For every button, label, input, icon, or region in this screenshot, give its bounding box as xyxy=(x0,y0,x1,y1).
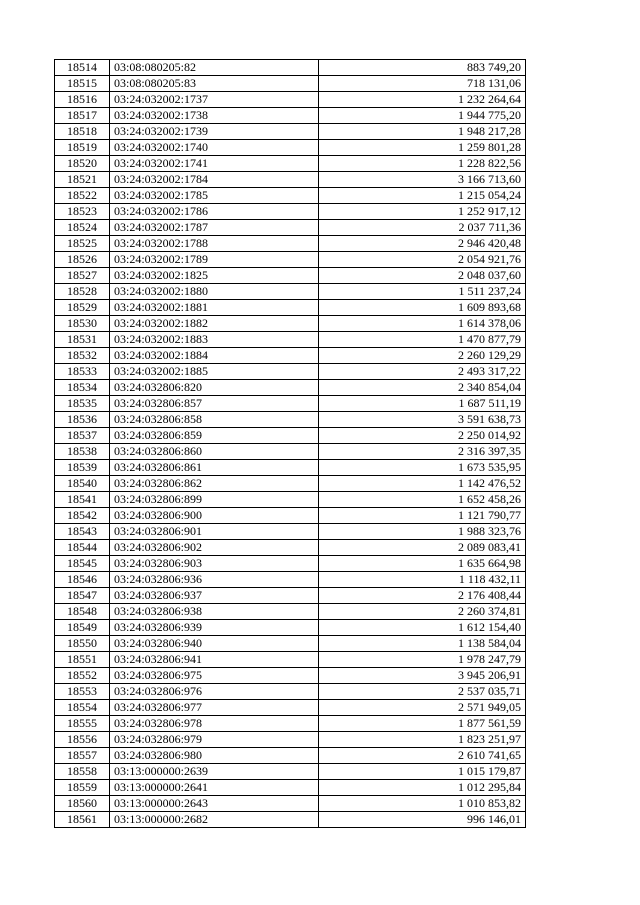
row-number-cell: 18548 xyxy=(55,604,110,620)
row-number-cell: 18515 xyxy=(55,76,110,92)
cadastral-number-cell: 03:24:032806:939 xyxy=(110,620,319,636)
value-cell: 1 138 584,04 xyxy=(319,636,526,652)
table-row xyxy=(55,252,526,268)
table-row xyxy=(55,156,526,172)
table-row xyxy=(55,620,526,636)
table-row xyxy=(55,556,526,572)
cadastral-number-cell: 03:24:032806:979 xyxy=(110,732,319,748)
table-row xyxy=(55,540,526,556)
table-row xyxy=(55,92,526,108)
value-cell: 996 146,01 xyxy=(319,812,526,828)
value-cell: 1 635 664,98 xyxy=(319,556,526,572)
value-cell: 1 252 917,12 xyxy=(319,204,526,220)
row-number-cell: 18528 xyxy=(55,284,110,300)
cadastral-number-cell: 03:13:000000:2643 xyxy=(110,796,319,812)
row-number-cell: 18543 xyxy=(55,524,110,540)
row-number-cell: 18539 xyxy=(55,460,110,476)
row-number-cell: 18527 xyxy=(55,268,110,284)
table-row xyxy=(55,332,526,348)
row-number-cell: 18547 xyxy=(55,588,110,604)
value-cell: 2 037 711,36 xyxy=(319,220,526,236)
value-cell: 2 316 397,35 xyxy=(319,444,526,460)
cadastral-number-cell: 03:24:032002:1883 xyxy=(110,332,319,348)
cadastral-number-cell: 03:08:080205:83 xyxy=(110,76,319,92)
value-cell: 1 232 264,64 xyxy=(319,92,526,108)
cadastral-number-cell: 03:24:032806:975 xyxy=(110,668,319,684)
table-body xyxy=(55,60,526,828)
table-row xyxy=(55,204,526,220)
value-cell: 2 493 317,22 xyxy=(319,364,526,380)
cadastral-number-cell: 03:24:032806:820 xyxy=(110,380,319,396)
cadastral-number-cell: 03:24:032806:978 xyxy=(110,716,319,732)
row-number-cell: 18546 xyxy=(55,572,110,588)
cadastral-number-cell: 03:24:032806:860 xyxy=(110,444,319,460)
value-cell: 2 946 420,48 xyxy=(319,236,526,252)
cadastral-number-cell: 03:24:032806:903 xyxy=(110,556,319,572)
cadastral-number-cell: 03:24:032806:976 xyxy=(110,684,319,700)
row-number-cell: 18536 xyxy=(55,412,110,428)
table-row xyxy=(55,668,526,684)
table-row xyxy=(55,60,526,76)
cadastral-number-cell: 03:24:032806:901 xyxy=(110,524,319,540)
row-number-cell: 18518 xyxy=(55,124,110,140)
cadastral-number-cell: 03:24:032806:861 xyxy=(110,460,319,476)
value-cell: 1 823 251,97 xyxy=(319,732,526,748)
cadastral-number-cell: 03:24:032806:900 xyxy=(110,508,319,524)
value-cell: 2 537 035,71 xyxy=(319,684,526,700)
cadastral-number-cell: 03:24:032002:1789 xyxy=(110,252,319,268)
row-number-cell: 18561 xyxy=(55,812,110,828)
value-cell: 1 010 853,82 xyxy=(319,796,526,812)
value-cell: 3 166 713,60 xyxy=(319,172,526,188)
table-row xyxy=(55,124,526,140)
value-cell: 2 089 083,41 xyxy=(319,540,526,556)
table-row xyxy=(55,700,526,716)
table-row xyxy=(55,76,526,92)
table-row xyxy=(55,220,526,236)
row-number-cell: 18525 xyxy=(55,236,110,252)
value-cell: 2 340 854,04 xyxy=(319,380,526,396)
value-cell: 1 673 535,95 xyxy=(319,460,526,476)
table-row xyxy=(55,364,526,380)
row-number-cell: 18544 xyxy=(55,540,110,556)
table-row xyxy=(55,460,526,476)
value-cell: 1 988 323,76 xyxy=(319,524,526,540)
row-number-cell: 18559 xyxy=(55,780,110,796)
row-number-cell: 18517 xyxy=(55,108,110,124)
table-row xyxy=(55,636,526,652)
cadastral-number-cell: 03:13:000000:2639 xyxy=(110,764,319,780)
table-row xyxy=(55,732,526,748)
row-number-cell: 18516 xyxy=(55,92,110,108)
cadastral-number-cell: 03:24:032806:936 xyxy=(110,572,319,588)
row-number-cell: 18533 xyxy=(55,364,110,380)
table-row xyxy=(55,812,526,828)
cadastral-number-cell: 03:24:032002:1784 xyxy=(110,172,319,188)
value-cell: 1 612 154,40 xyxy=(319,620,526,636)
cadastral-number-cell: 03:24:032002:1741 xyxy=(110,156,319,172)
row-number-cell: 18521 xyxy=(55,172,110,188)
value-cell: 2 610 741,65 xyxy=(319,748,526,764)
row-number-cell: 18529 xyxy=(55,300,110,316)
table-row xyxy=(55,748,526,764)
cadastral-number-cell: 03:24:032806:902 xyxy=(110,540,319,556)
row-number-cell: 18556 xyxy=(55,732,110,748)
row-number-cell: 18545 xyxy=(55,556,110,572)
table-row xyxy=(55,412,526,428)
value-cell: 1 652 458,26 xyxy=(319,492,526,508)
table-row xyxy=(55,796,526,812)
table-row xyxy=(55,236,526,252)
table-row xyxy=(55,396,526,412)
value-cell: 2 571 949,05 xyxy=(319,700,526,716)
row-number-cell: 18526 xyxy=(55,252,110,268)
value-cell: 1 121 790,77 xyxy=(319,508,526,524)
value-cell: 3 945 206,91 xyxy=(319,668,526,684)
value-cell: 1 978 247,79 xyxy=(319,652,526,668)
cadastral-number-cell: 03:24:032002:1785 xyxy=(110,188,319,204)
table-row xyxy=(55,444,526,460)
row-number-cell: 18519 xyxy=(55,140,110,156)
row-number-cell: 18531 xyxy=(55,332,110,348)
table-row xyxy=(55,588,526,604)
cadastral-number-cell: 03:24:032002:1885 xyxy=(110,364,319,380)
cadastral-number-cell: 03:13:000000:2641 xyxy=(110,780,319,796)
value-cell: 2 260 129,29 xyxy=(319,348,526,364)
table-row xyxy=(55,108,526,124)
value-cell: 2 260 374,81 xyxy=(319,604,526,620)
row-number-cell: 18555 xyxy=(55,716,110,732)
value-cell: 1 015 179,87 xyxy=(319,764,526,780)
cadastral-number-cell: 03:24:032002:1788 xyxy=(110,236,319,252)
row-number-cell: 18524 xyxy=(55,220,110,236)
table-row xyxy=(55,780,526,796)
value-cell: 1 877 561,59 xyxy=(319,716,526,732)
cadastral-number-cell: 03:24:032002:1740 xyxy=(110,140,319,156)
table-row xyxy=(55,492,526,508)
table-row xyxy=(55,300,526,316)
value-cell: 1 142 476,52 xyxy=(319,476,526,492)
value-cell: 2 054 921,76 xyxy=(319,252,526,268)
row-number-cell: 18542 xyxy=(55,508,110,524)
cadastral-number-cell: 03:24:032002:1881 xyxy=(110,300,319,316)
cadastral-number-cell: 03:24:032806:899 xyxy=(110,492,319,508)
row-number-cell: 18549 xyxy=(55,620,110,636)
table-row xyxy=(55,268,526,284)
table-row xyxy=(55,524,526,540)
value-cell: 2 048 037,60 xyxy=(319,268,526,284)
cadastral-number-cell: 03:24:032806:941 xyxy=(110,652,319,668)
row-number-cell: 18535 xyxy=(55,396,110,412)
value-cell: 2 176 408,44 xyxy=(319,588,526,604)
table-row xyxy=(55,764,526,780)
value-cell: 1 118 432,11 xyxy=(319,572,526,588)
cadastral-number-cell: 03:24:032002:1825 xyxy=(110,268,319,284)
cadastral-number-cell: 03:24:032806:862 xyxy=(110,476,319,492)
cadastral-number-cell: 03:24:032806:938 xyxy=(110,604,319,620)
value-cell: 1 609 893,68 xyxy=(319,300,526,316)
table-row xyxy=(55,284,526,300)
table-row xyxy=(55,684,526,700)
cadastral-number-cell: 03:24:032002:1787 xyxy=(110,220,319,236)
value-cell: 1 470 877,79 xyxy=(319,332,526,348)
cadastral-number-cell: 03:24:032002:1880 xyxy=(110,284,319,300)
row-number-cell: 18530 xyxy=(55,316,110,332)
value-cell: 2 250 014,92 xyxy=(319,428,526,444)
row-number-cell: 18553 xyxy=(55,684,110,700)
value-cell: 1 614 378,06 xyxy=(319,316,526,332)
row-number-cell: 18557 xyxy=(55,748,110,764)
row-number-cell: 18550 xyxy=(55,636,110,652)
table-row xyxy=(55,348,526,364)
table-row xyxy=(55,140,526,156)
cadastral-number-cell: 03:24:032002:1884 xyxy=(110,348,319,364)
table-row xyxy=(55,572,526,588)
row-number-cell: 18554 xyxy=(55,700,110,716)
table-row xyxy=(55,508,526,524)
cadastral-number-cell: 03:24:032806:937 xyxy=(110,588,319,604)
value-cell: 1 012 295,84 xyxy=(319,780,526,796)
row-number-cell: 18558 xyxy=(55,764,110,780)
table-row xyxy=(55,716,526,732)
row-number-cell: 18522 xyxy=(55,188,110,204)
table-row xyxy=(55,316,526,332)
row-number-cell: 18538 xyxy=(55,444,110,460)
table-row xyxy=(55,476,526,492)
cadastral-number-cell: 03:24:032002:1882 xyxy=(110,316,319,332)
table-row xyxy=(55,604,526,620)
cadastral-value-table xyxy=(54,59,526,828)
value-cell: 1 948 217,28 xyxy=(319,124,526,140)
cadastral-number-cell: 03:24:032806:940 xyxy=(110,636,319,652)
row-number-cell: 18537 xyxy=(55,428,110,444)
table-row xyxy=(55,652,526,668)
cadastral-number-cell: 03:24:032002:1739 xyxy=(110,124,319,140)
cadastral-number-cell: 03:24:032806:857 xyxy=(110,396,319,412)
value-cell: 1 511 237,24 xyxy=(319,284,526,300)
value-cell: 883 749,20 xyxy=(319,60,526,76)
cadastral-number-cell: 03:24:032806:980 xyxy=(110,748,319,764)
row-number-cell: 18514 xyxy=(55,60,110,76)
row-number-cell: 18532 xyxy=(55,348,110,364)
table-row xyxy=(55,172,526,188)
table-row xyxy=(55,188,526,204)
cadastral-number-cell: 03:24:032002:1786 xyxy=(110,204,319,220)
table-row xyxy=(55,380,526,396)
row-number-cell: 18560 xyxy=(55,796,110,812)
value-cell: 1 687 511,19 xyxy=(319,396,526,412)
row-number-cell: 18540 xyxy=(55,476,110,492)
value-cell: 1 215 054,24 xyxy=(319,188,526,204)
cadastral-number-cell: 03:24:032002:1738 xyxy=(110,108,319,124)
row-number-cell: 18523 xyxy=(55,204,110,220)
row-number-cell: 18551 xyxy=(55,652,110,668)
row-number-cell: 18534 xyxy=(55,380,110,396)
cadastral-number-cell: 03:13:000000:2682 xyxy=(110,812,319,828)
table-row xyxy=(55,428,526,444)
cadastral-number-cell: 03:24:032806:977 xyxy=(110,700,319,716)
value-cell: 718 131,06 xyxy=(319,76,526,92)
value-cell: 3 591 638,73 xyxy=(319,412,526,428)
value-cell: 1 259 801,28 xyxy=(319,140,526,156)
row-number-cell: 18552 xyxy=(55,668,110,684)
row-number-cell: 18520 xyxy=(55,156,110,172)
row-number-cell: 18541 xyxy=(55,492,110,508)
cadastral-number-cell: 03:24:032002:1737 xyxy=(110,92,319,108)
cadastral-number-cell: 03:24:032806:859 xyxy=(110,428,319,444)
cadastral-number-cell: 03:08:080205:82 xyxy=(110,60,319,76)
value-cell: 1 944 775,20 xyxy=(319,108,526,124)
value-cell: 1 228 822,56 xyxy=(319,156,526,172)
cadastral-number-cell: 03:24:032806:858 xyxy=(110,412,319,428)
